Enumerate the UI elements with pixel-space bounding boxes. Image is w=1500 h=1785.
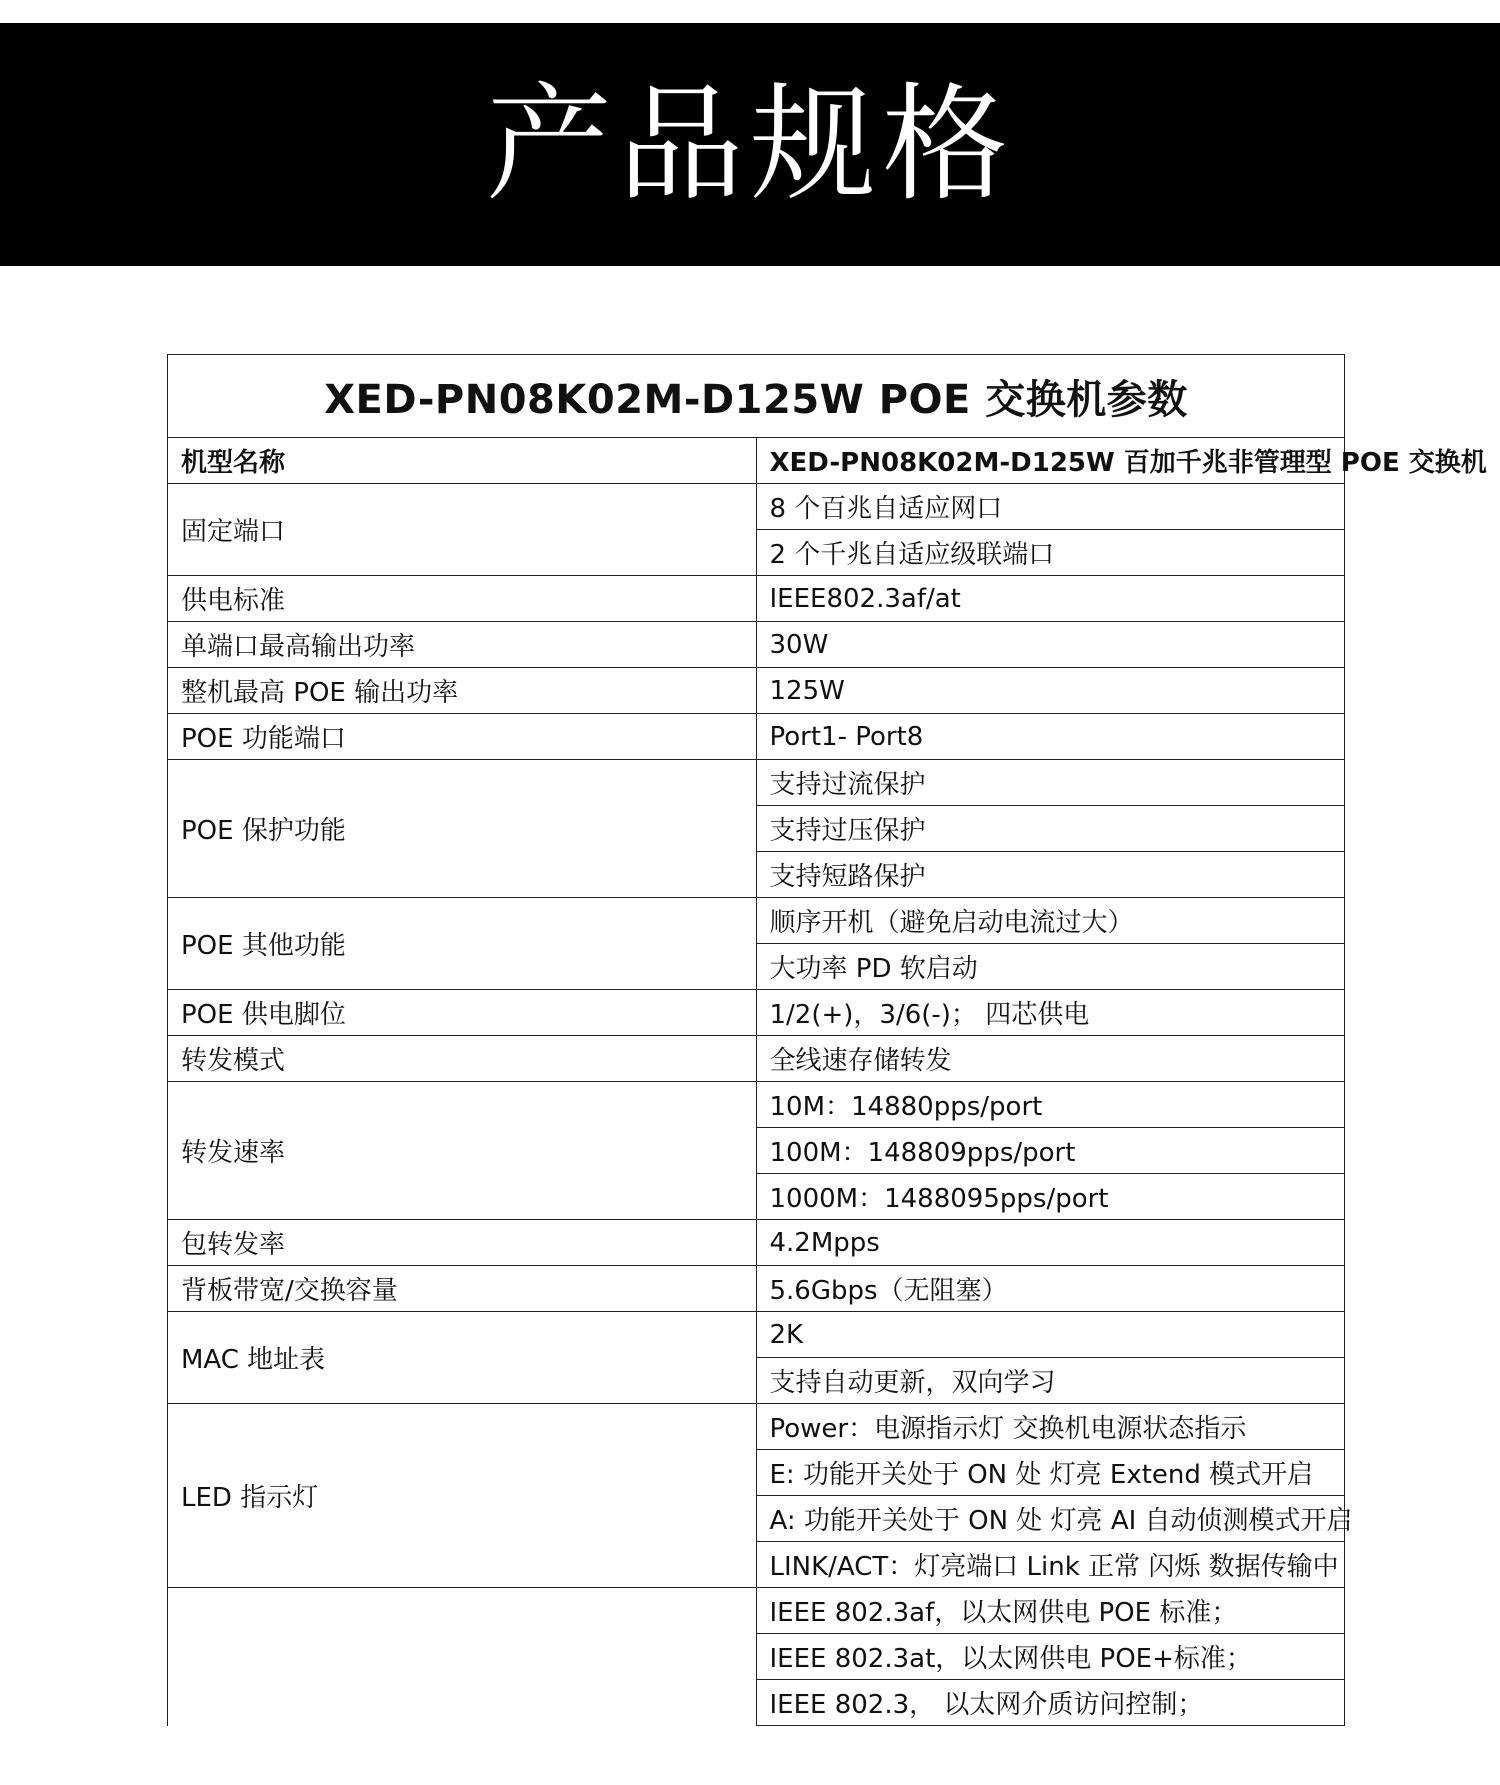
spec-value: LINK/ACT：灯亮端口 Link 正常 闪烁 数据传输中 <box>756 1542 1345 1588</box>
spec-value: 2 个千兆自适应级联端口 <box>756 530 1345 576</box>
spec-label: POE 其他功能 <box>168 898 757 990</box>
model-name-value: XED-PN08K02M-D125W 百加千兆非管理型 POE 交换机 <box>756 438 1345 484</box>
spec-value: Power：电源指示灯 交换机电源状态指示 <box>756 1404 1345 1450</box>
spec-value: 支持短路保护 <box>756 852 1345 898</box>
table-row <box>168 576 1345 622</box>
spec-label: POE 保护功能 <box>168 760 757 898</box>
spec-label: 包转发率 <box>168 1220 757 1266</box>
spec-label: 转发模式 <box>168 1036 757 1082</box>
table-header-row <box>168 438 1345 484</box>
spec-value: 100M：148809pps/port <box>756 1128 1345 1174</box>
table-title-row <box>168 355 1345 438</box>
spec-value: 全线速存储转发 <box>756 1036 1345 1082</box>
spec-value: 支持过流保护 <box>756 760 1345 806</box>
table-row <box>168 1588 1345 1634</box>
table-row <box>168 1312 1345 1358</box>
spec-label: 背板带宽/交换容量 <box>168 1266 757 1312</box>
spec-label: LED 指示灯 <box>168 1404 757 1588</box>
spec-value: 支持自动更新，双向学习 <box>756 1358 1345 1404</box>
table-row <box>168 1036 1345 1082</box>
spec-label: 固定端口 <box>168 484 757 576</box>
table-row <box>168 484 1345 530</box>
header-banner <box>0 23 1500 266</box>
spec-label: MAC 地址表 <box>168 1312 757 1404</box>
spec-value: 30W <box>756 622 1345 668</box>
table-title: XED-PN08K02M-D125W POE 交换机参数 <box>168 355 1345 438</box>
spec-value: 4.2Mpps <box>756 1220 1345 1266</box>
spec-label: POE 功能端口 <box>168 714 757 760</box>
table-row <box>168 760 1345 806</box>
spec-value: IEEE 802.3at，以太网供电 POE+标准； <box>756 1634 1345 1680</box>
spec-value: A: 功能开关处于 ON 处 灯亮 AI 自动侦测模式开启 <box>756 1496 1345 1542</box>
spec-label: POE 供电脚位 <box>168 990 757 1036</box>
spec-value: IEEE 802.3af，以太网供电 POE 标准； <box>756 1588 1345 1634</box>
table-row <box>168 714 1345 760</box>
spec-value: 顺序开机（避免启动电流过大） <box>756 898 1345 944</box>
spec-label: 供电标准 <box>168 576 757 622</box>
table-row <box>168 1404 1345 1450</box>
spec-value: E: 功能开关处于 ON 处 灯亮 Extend 模式开启 <box>756 1450 1345 1496</box>
spec-table <box>167 354 1487 1726</box>
table-row <box>168 990 1345 1036</box>
table-row <box>168 1266 1345 1312</box>
spec-value: 10M：14880pps/port <box>756 1082 1345 1128</box>
model-name-label: 机型名称 <box>168 438 757 484</box>
spec-value: IEEE 802.3， 以太网介质访问控制； <box>756 1680 1345 1726</box>
spec-value: 大功率 PD 软启动 <box>756 944 1345 990</box>
spec-value: 1000M：1488095pps/port <box>756 1174 1345 1220</box>
spec-label: 整机最高 POE 输出功率 <box>168 668 757 714</box>
spec-value: IEEE802.3af/at <box>756 576 1345 622</box>
spec-value: Port1- Port8 <box>756 714 1345 760</box>
spec-label: 单端口最高输出功率 <box>168 622 757 668</box>
table-row <box>168 1220 1345 1266</box>
spec-label: 转发速率 <box>168 1082 757 1220</box>
table-row <box>168 1082 1345 1128</box>
spec-value: 5.6Gbps（无阻塞） <box>756 1266 1345 1312</box>
spec-value: 1/2(+)，3/6(-)； 四芯供电 <box>756 990 1345 1036</box>
spec-value: 8 个百兆自适应网口 <box>756 484 1345 530</box>
table-row <box>168 622 1345 668</box>
spec-value: 支持过压保护 <box>756 806 1345 852</box>
spec-value: 2K <box>756 1312 1345 1358</box>
table-row <box>168 668 1345 714</box>
spec-label <box>168 1588 757 1726</box>
page-title: 产品规格 <box>486 71 1014 218</box>
spec-value: 125W <box>756 668 1345 714</box>
table-row <box>168 898 1345 944</box>
